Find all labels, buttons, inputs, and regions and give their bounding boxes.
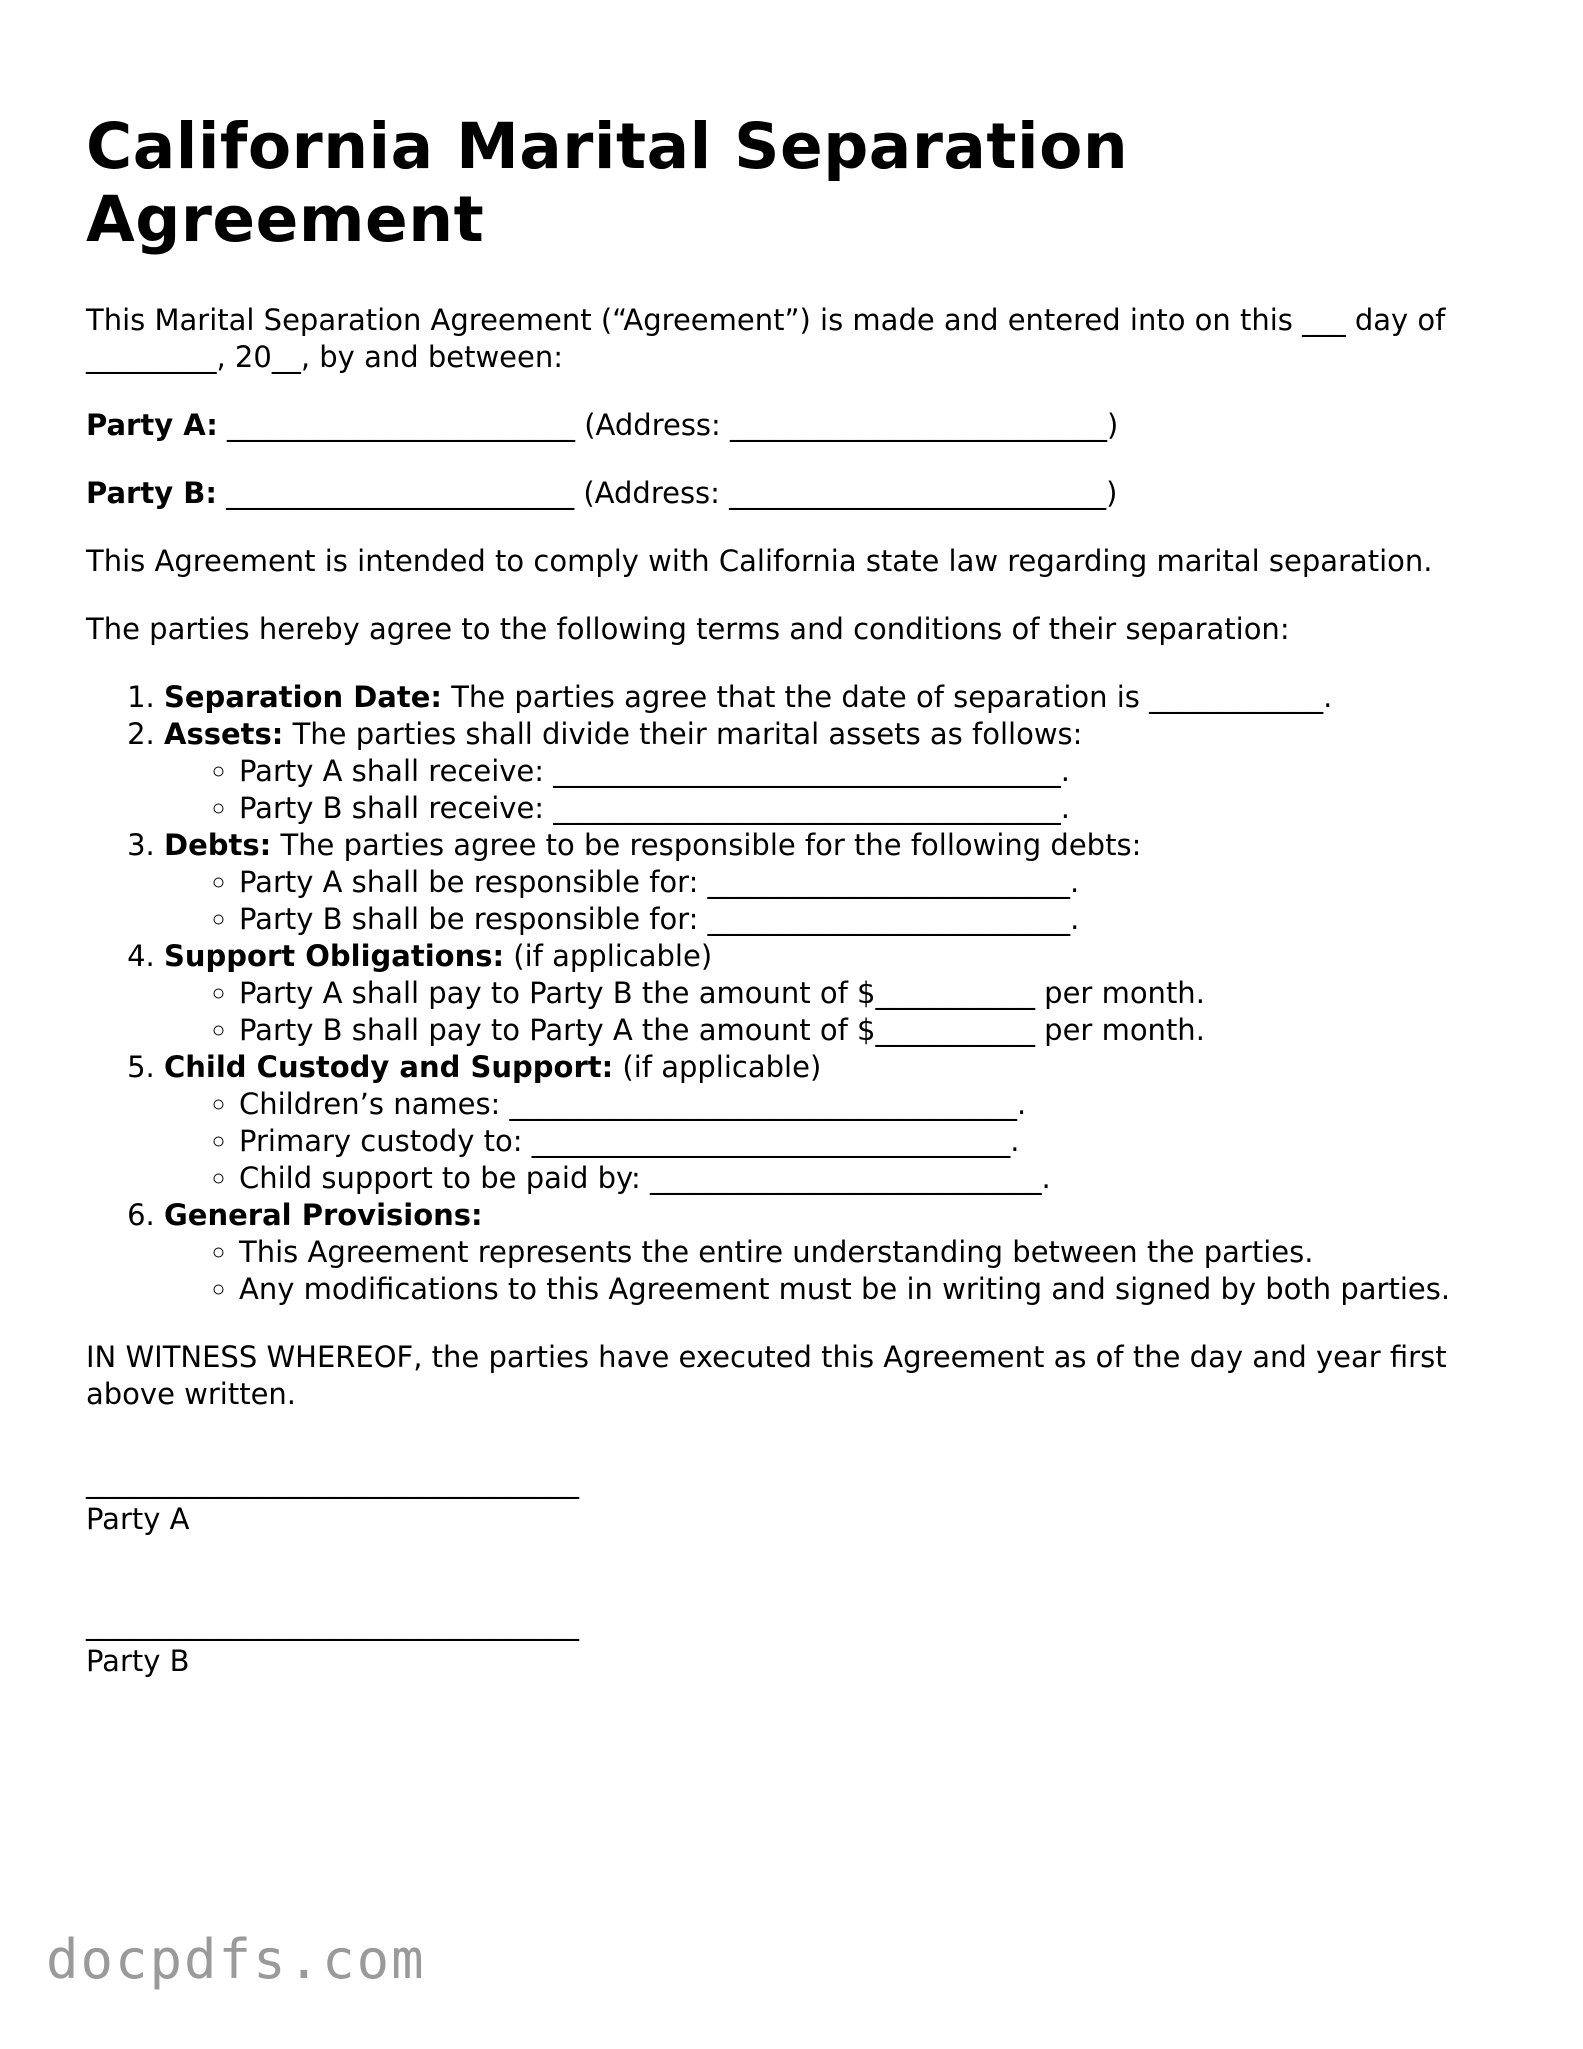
list-item: ◦ Any modifications to this Agreement must be in writing and signed by both parties. bbox=[239, 1271, 1506, 1308]
support-sublist bbox=[164, 975, 1506, 1049]
terms-list bbox=[86, 679, 1506, 1308]
list-item: ◦ Party A shall be responsible for: _________________________. bbox=[239, 864, 1506, 901]
compliance-paragraph: This Agreement is intended to comply with California state law regarding marital separation. bbox=[86, 544, 1433, 578]
witness-paragraph: IN WITNESS WHEREOF, the parties have executed this Agreement as of the day and year first above written. bbox=[86, 1340, 1447, 1411]
list-item: ◦ Child support to be paid by: ___________________________. bbox=[239, 1160, 1506, 1197]
signature-line-party-b: __________________________________ bbox=[86, 1607, 579, 1641]
party-b-blanks: ________________________ (Address: __________________________) bbox=[216, 476, 1118, 510]
term-label: Assets: bbox=[164, 717, 284, 751]
party-a-blanks: ________________________ (Address: __________________________) bbox=[217, 408, 1119, 442]
term-label: Separation Date: bbox=[164, 680, 442, 714]
list-item: ◦ Party A shall pay to Party B the amount of $___________ per month. bbox=[239, 975, 1506, 1012]
term-text: The parties agree to be responsible for the following debts: bbox=[271, 828, 1142, 862]
term-label: Support Obligations: bbox=[164, 939, 505, 973]
term-assets bbox=[164, 716, 1506, 827]
term-text: (if applicable) bbox=[504, 939, 713, 973]
document-page bbox=[86, 110, 1506, 1680]
term-label: Child Custody and Support: bbox=[164, 1050, 614, 1084]
debts-sublist bbox=[164, 864, 1506, 938]
list-item: ◦ This Agreement represents the entire understanding between the parties. bbox=[239, 1234, 1506, 1271]
term-debts bbox=[164, 827, 1506, 938]
list-item: ◦ Party B shall receive: ___________________________________. bbox=[239, 790, 1506, 827]
assets-sublist bbox=[164, 753, 1506, 827]
signature-label-party-b: Party B bbox=[86, 1644, 190, 1678]
term-text: (if applicable) bbox=[613, 1050, 822, 1084]
signature-label-party-a: Party A bbox=[86, 1502, 190, 1536]
intro-paragraph: This Marital Separation Agreement (“Agreement”) is made and entered into on this ___ day of _________, 20__, by and between: bbox=[86, 303, 1446, 374]
list-item: ◦ Party A shall receive: ___________________________________. bbox=[239, 753, 1506, 790]
watermark: docpdfs.com bbox=[46, 1928, 426, 1991]
list-item: ◦ Children’s names: ___________________________________. bbox=[239, 1086, 1506, 1123]
party-a-label: Party A: bbox=[86, 408, 218, 442]
custody-sublist bbox=[164, 1086, 1506, 1197]
provisions-sublist bbox=[164, 1234, 1506, 1308]
party-b-line bbox=[86, 475, 1506, 512]
term-text: The parties shall divide their marital assets as follows: bbox=[283, 717, 1083, 751]
list-item: ◦ Primary custody to: _________________________________. bbox=[239, 1123, 1506, 1160]
term-support-obligations bbox=[164, 938, 1506, 1049]
signature-block bbox=[86, 1464, 1506, 1680]
term-label: Debts: bbox=[164, 828, 272, 862]
term-text: The parties agree that the date of separation is ____________. bbox=[442, 680, 1333, 714]
list-item: ◦ Party B shall pay to Party A the amount of $___________ per month. bbox=[239, 1012, 1506, 1049]
term-label: General Provisions: bbox=[164, 1198, 483, 1232]
terms-intro: The parties hereby agree to the following terms and conditions of their separation: bbox=[86, 612, 1290, 646]
term-general-provisions bbox=[164, 1197, 1506, 1308]
list-item: ◦ Party B shall be responsible for: _________________________. bbox=[239, 901, 1506, 938]
document-title: California Marital Separation Agreement bbox=[86, 110, 1129, 256]
signature-line-party-a: __________________________________ bbox=[86, 1465, 579, 1499]
term-child-custody bbox=[164, 1049, 1506, 1197]
party-b-label: Party B: bbox=[86, 476, 217, 510]
party-a-line bbox=[86, 407, 1506, 444]
term-separation-date bbox=[164, 679, 1506, 716]
